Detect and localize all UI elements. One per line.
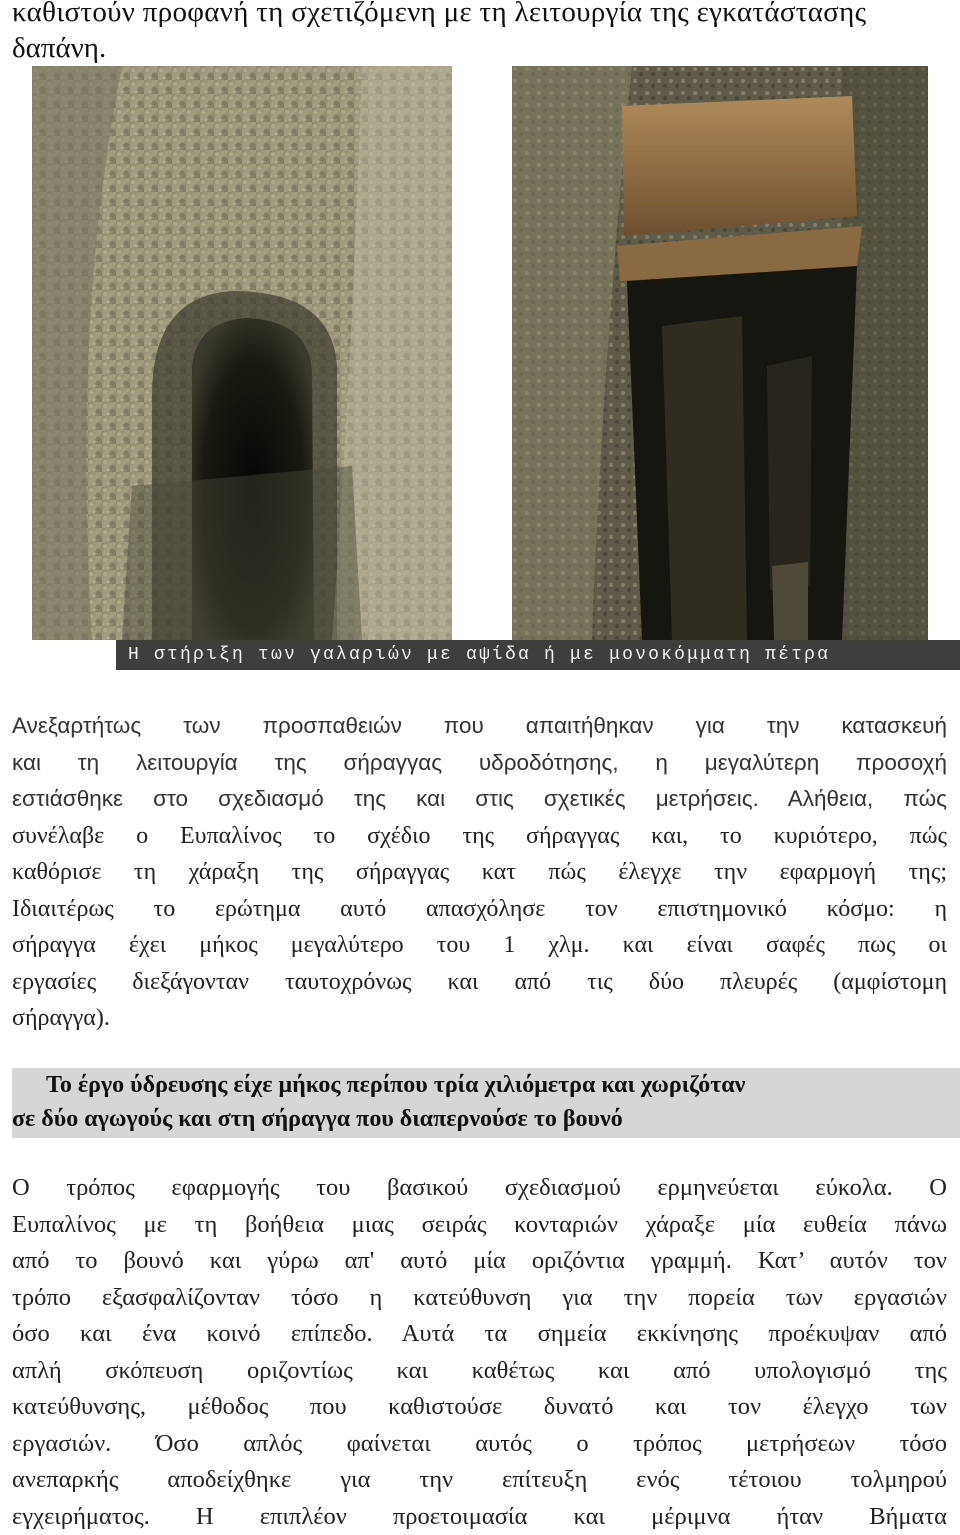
paragraph-2-line: όσο και ένα κοινό επίπεδο. Αυτά τα σημεία εκκίνησης προέκυψαν από — [12, 1316, 947, 1353]
tunnel-monolithic-stone-photo — [512, 66, 928, 640]
paragraph-1-line: και τη λειτουργία της σήραγγας υδροδότησης, η μεγαλύτερη προσοχή — [12, 745, 947, 782]
paragraph-2 — [12, 1170, 947, 1535]
highlight-line-2: σε δύο αγωγούς και στη σήραγγα που διαπερνούσε το βουνό — [12, 1106, 623, 1133]
paragraph-1-line: Ανεξαρτήτως των προσπαθειών που απαιτήθηκαν για την κατασκευή — [12, 708, 947, 745]
header-line-1: καθιστούν προφανή τη σχετιζόμενη με τη λειτουργία της εγκατάστασης — [12, 0, 866, 29]
paragraph-1-line: εργασίες διεξάγονταν ταυτοχρόνως και από τις δύο πλευρές (αμφίστομη — [12, 964, 947, 1001]
paragraph-1-line: συνέλαβε ο Ευπαλίνος το σχέδιο της σήραγγας και, το κυριότερο, πώς — [12, 818, 947, 855]
tunnel-arch-photo — [32, 66, 452, 640]
paragraph-1-line: εστιάσθηκε στο σχεδιασμό της και στις σχετικές μετρήσεις. Αλήθεια, πώς — [12, 781, 947, 818]
header-line-2: δαπάνη. — [12, 32, 106, 65]
paragraph-2-line: Ο τρόπος εφαρμογής του βασικού σχεδιασμού ερμηνεύεται εύκολα. Ο — [12, 1170, 947, 1207]
paragraph-2-line: από το βουνό και γύρω απ' αυτό μία οριζόντια γραμμή. Κατ’ αυτόν τον — [12, 1243, 947, 1280]
paragraph-2-line: Ευπαλίνος με τη βοήθεια μιας σειράς κονταριών χάραξε μία ευθεία πάνω — [12, 1207, 947, 1244]
paragraph-1-line: σήραγγα έχει μήκος μεγαλύτερο του 1 χλμ. και είναι σαφές πως οι — [12, 927, 947, 964]
paragraph-2-line: κατεύθυνσης, μέθοδος που καθιστούσε δυνατό και τον έλεγχο των — [12, 1389, 947, 1426]
figure-caption-text: Η στήριξη των γαλαριών με αψίδα ή με μονοκόμματη πέτρα — [116, 645, 830, 665]
paragraph-2-line: εργασιών. Όσο απλός φαίνεται αυτός ο τρόπος μετρήσεων τόσο — [12, 1426, 947, 1463]
paragraph-1-line: σήραγγα). — [12, 1000, 947, 1037]
paragraph-2-line: ανεπαρκής αποδείχθηκε για την επίτευξη ενός τέτοιου τολμηρού — [12, 1462, 947, 1499]
paragraph-2-line: απλή σκόπευση οριζοντίως και καθέτως και από υπολογισμό της — [12, 1353, 947, 1390]
paragraph-1-line: καθόρισε τη χάραξη της σήραγγας κατ πώς έλεγχε την εφαρμογή της; — [12, 854, 947, 891]
figure-caption — [116, 640, 960, 670]
paragraph-1-line: Ιδιαιτέρως το ερώτημα αυτό απασχόλησε τον επιστημονικό κόσμο: η — [12, 891, 947, 928]
paragraph-1 — [12, 708, 947, 1037]
paragraph-2-line: τρόπο εξασφαλίζονταν τόσο η κατεύθυνση για την πορεία των εργασιών — [12, 1280, 947, 1317]
highlight-line-1: Το έργο ύδρευσης είχε μήκος περίπου τρία χιλιόμετρα και χωριζόταν — [46, 1072, 745, 1099]
highlight-box — [12, 1068, 960, 1138]
paragraph-2-line: εγχειρήματος. Η επιπλέον προετοιμασία και μέριμνα ήταν Βήματα — [12, 1499, 947, 1535]
